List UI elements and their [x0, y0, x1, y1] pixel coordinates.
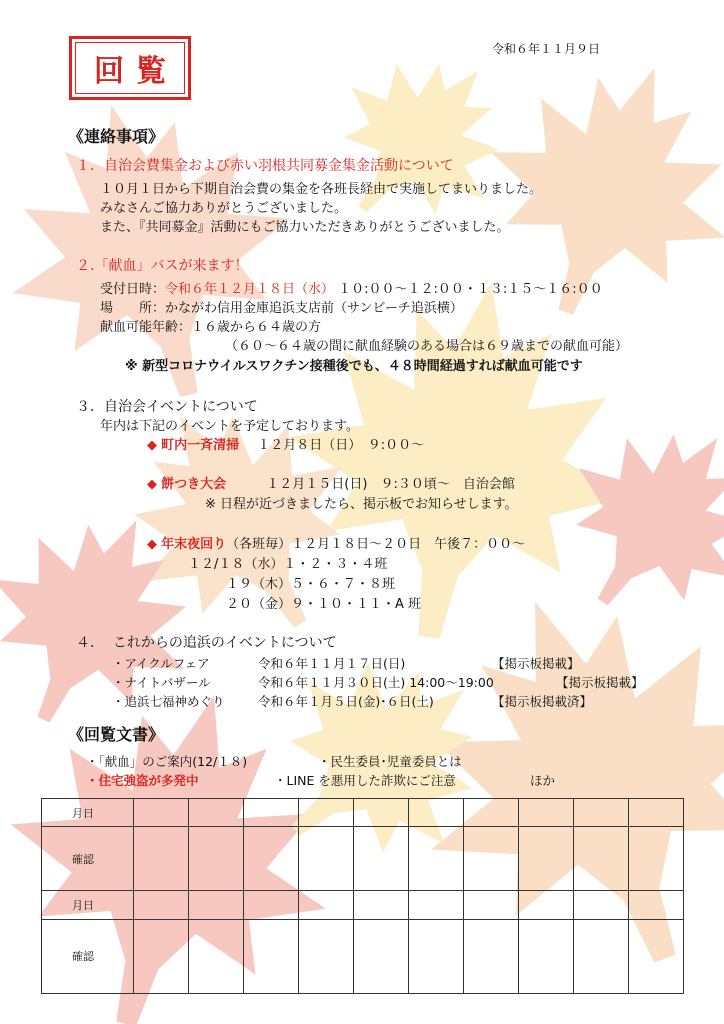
circular-docs-heading: 《回覧文書》	[68, 725, 165, 744]
item3-title: ３．自治会イベントについて	[76, 399, 258, 415]
item2-time-value: １０:００～１２:００・１３:１５～１６:００	[338, 282, 603, 297]
stamp-text: 回覧	[75, 42, 185, 94]
confirm-cell[interactable]	[354, 919, 409, 993]
oppama-event-date-1: 令和６年１１月１７日(日)	[258, 656, 406, 671]
date-cell[interactable]	[629, 799, 684, 827]
confirm-cell[interactable]	[189, 919, 244, 993]
date-label: 月日	[42, 799, 134, 827]
confirm-cell[interactable]	[519, 919, 574, 993]
confirm-cell[interactable]	[574, 827, 629, 891]
circular-stamp	[69, 36, 191, 100]
circular-doc-1: ・「献血」のご案内(12/１８)	[86, 754, 248, 769]
confirm-cell[interactable]	[464, 827, 519, 891]
item2-date-line	[100, 278, 603, 297]
confirm-cell[interactable]	[409, 827, 464, 891]
date-cell[interactable]	[354, 799, 409, 827]
date-cell[interactable]	[519, 799, 574, 827]
item3-intro: 年内は下記のイベントを予定しております。	[100, 419, 359, 434]
notices-heading: 《連絡事項》	[68, 127, 165, 146]
confirm-cell[interactable]	[134, 919, 189, 993]
diamond-bullet-icon: ◆	[147, 438, 157, 453]
confirm-cell[interactable]	[409, 919, 464, 993]
circulation-check-table	[41, 798, 684, 994]
item2-date-value: 令和６年１２月１８日（水）	[165, 282, 335, 297]
date-cell[interactable]	[244, 891, 299, 919]
event-mochitsuki-name: 餅つき大会	[161, 477, 227, 492]
event-cleanup	[147, 434, 424, 453]
date-cell[interactable]	[189, 891, 244, 919]
date-cell[interactable]	[134, 799, 189, 827]
circular-doc-4: ・LINE を悪用した詐欺にご注意	[274, 773, 456, 788]
confirm-label: 確認	[42, 827, 134, 891]
confirm-cell[interactable]	[244, 827, 299, 891]
oppama-event-name-3: ・追浜七福神めぐり	[112, 694, 225, 709]
event-patrol	[147, 533, 525, 552]
confirm-label: 確認	[42, 919, 134, 993]
circular-doc-2: ・民生委員･児童委員とは	[318, 754, 462, 769]
diamond-bullet-icon: ◆	[147, 537, 157, 552]
item2-age-note: （６０～６４歳の間に献血経験のある場合は６９歳までの献血可能）	[225, 339, 629, 354]
item1-line-3: また、『共同募金』活動にもご協力いただきありがとうございました。	[100, 220, 510, 235]
event-mochitsuki-detail: １２月１５日(日) ９:３０頃～ 自治会館	[266, 477, 515, 492]
circular-doc-3: ・住宅強盗が多発中	[86, 773, 199, 788]
table-row	[42, 891, 684, 919]
date-cell[interactable]	[574, 891, 629, 919]
confirm-cell[interactable]	[354, 827, 409, 891]
event-mochitsuki	[147, 473, 515, 492]
item4-title: ４. これからの追浜のイベントについて	[76, 635, 337, 651]
event-cleanup-name: 町内一斉清掃	[161, 438, 240, 453]
oppama-event-name-2: ・ナイトバザール	[112, 675, 211, 690]
item1-line-2: みなさんご協力ありがとうございました。	[100, 201, 348, 216]
confirm-cell[interactable]	[519, 827, 574, 891]
date-cell[interactable]	[354, 891, 409, 919]
table-row	[42, 799, 684, 827]
item2-title: ２.「献血」バスが来ます！	[76, 258, 249, 274]
date-cell[interactable]	[464, 891, 519, 919]
table-row	[42, 827, 684, 891]
table-row	[42, 919, 684, 993]
date-label: 月日	[42, 891, 134, 919]
item1-title: １．自治会費集金および赤い羽根共同募金集金活動について	[76, 158, 454, 174]
date-cell[interactable]	[244, 799, 299, 827]
oppama-event-status-3: 【掲示板掲載済】	[492, 694, 593, 709]
confirm-cell[interactable]	[299, 827, 354, 891]
item2-vaccine-note: ※ 新型コロナウイルスワクチン接種後でも、４８時間経過すれば献血可能です	[125, 359, 583, 374]
event-cleanup-detail: １２月８日（日） ９:００～	[257, 438, 425, 453]
issue-date: 令和６年１１月９日	[492, 42, 601, 56]
date-cell[interactable]	[299, 891, 354, 919]
confirm-cell[interactable]	[464, 919, 519, 993]
date-cell[interactable]	[134, 891, 189, 919]
confirm-cell[interactable]	[189, 827, 244, 891]
date-cell[interactable]	[574, 799, 629, 827]
date-cell[interactable]	[189, 799, 244, 827]
event-patrol-name: 年末夜回り	[161, 537, 227, 552]
confirm-cell[interactable]	[629, 827, 684, 891]
date-cell[interactable]	[464, 799, 519, 827]
patrol-row-3: ２０（金）９・１０・１１・A 班	[226, 597, 422, 612]
item1-line-1: １０月１日から下期自治会費の集金を各班長経由で実施してまいりました。	[100, 182, 543, 197]
date-cell[interactable]	[409, 799, 464, 827]
date-cell[interactable]	[519, 891, 574, 919]
date-cell[interactable]	[299, 799, 354, 827]
event-patrol-detail: （各班毎）１２月１８日～２０日 午後７：００～	[226, 537, 526, 552]
oppama-event-name-1: ・アイクルフェア	[112, 656, 210, 671]
confirm-cell[interactable]	[299, 919, 354, 993]
date-cell[interactable]	[629, 891, 684, 919]
oppama-event-status-1: 【掲示板掲載】	[492, 656, 580, 671]
confirm-cell[interactable]	[629, 919, 684, 993]
confirm-cell[interactable]	[134, 827, 189, 891]
oppama-event-date-2: 令和６年１１月３０日(土) 14:00～19:00	[258, 675, 494, 690]
diamond-bullet-icon: ◆	[147, 477, 157, 492]
event-mochitsuki-note: ※ 日程が近づきましたら、掲示板でお知らせします。	[205, 497, 518, 512]
item2-place: 場 所：かながわ信用金庫追浜支店前（サンビーチ追浜横）	[100, 301, 463, 316]
oppama-event-date-3: 令和６年１月５日(金)･６日(土)	[258, 694, 434, 709]
item2-age: 献血可能年齢：１６歳から６４歳の方	[100, 320, 322, 335]
date-cell[interactable]	[409, 891, 464, 919]
confirm-cell[interactable]	[574, 919, 629, 993]
item2-date-label: 受付日時：	[100, 282, 166, 297]
patrol-row-1: １２/１８（水）１・２・３・４班	[188, 557, 388, 572]
circular-doc-5: ほか	[530, 773, 556, 788]
oppama-event-status-2: 【掲示板掲載】	[556, 675, 644, 690]
confirm-cell[interactable]	[244, 919, 299, 993]
patrol-row-2: １９（木）５・６・７・８班	[226, 577, 396, 592]
